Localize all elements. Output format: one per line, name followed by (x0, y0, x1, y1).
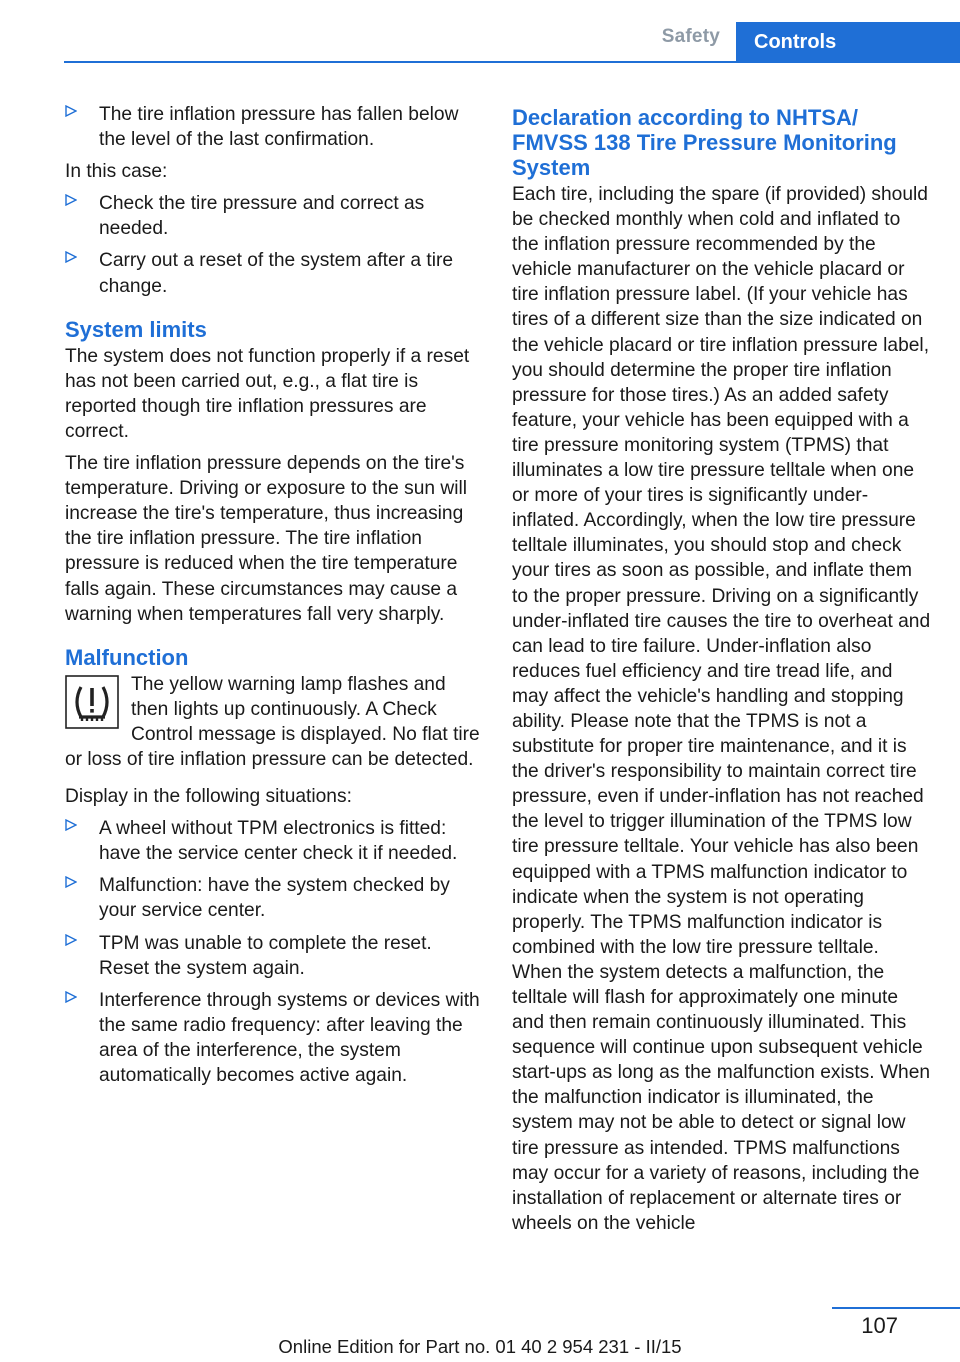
malfunction-text: The yellow warning lamp flashes and then lights up continuously. A Check Control message is displayed. No flat tire or loss of tire inflation pressure can be detected. (65, 673, 480, 770)
chapter-tab-controls[interactable]: Controls (736, 22, 960, 62)
page-header (0, 0, 960, 62)
list-item-text: TPM was unable to complete the reset. Reset the system again. (99, 932, 432, 979)
list-item-text: A wheel without TPM electronics is fitted: have the service center check it if needed. (99, 818, 458, 865)
triangle-bullet-icon (65, 819, 77, 831)
left-column (65, 102, 480, 1095)
malfunction-block (65, 672, 480, 772)
list-item (65, 988, 480, 1088)
list-item (65, 816, 480, 866)
nhtsa-declaration-heading: Declaration according to NHTSA/ FMVSS 138 Tire Pressure Monitoring System (512, 105, 897, 180)
list-item (65, 191, 480, 241)
system-limits-paragraph-2: The tire inflation pressure depends on the tire's temperature. Driving or exposure to the sun will increase the tire's temperature, thus increasing the tire inflation pressure. The tire inflation pressure is reduced when the tire temperature falls again. These circumstances may cause a warning when temperatures fall very sharply. (65, 453, 468, 625)
edition-footer: Online Edition for Part no. 01 40 2 954 231 - II/15 (278, 1336, 682, 1357)
triangle-bullet-icon (65, 991, 77, 1003)
header-rule (64, 61, 960, 63)
right-column (512, 102, 932, 1243)
list-item-text: Check the tire pressure and correct as needed. (99, 193, 425, 240)
triangle-bullet-icon (65, 105, 77, 117)
display-intro: Display in the following situations: (65, 786, 352, 808)
nhtsa-declaration-body: Each tire, including the spare (if provided) should be checked monthly when cold and inflated to the inflation pressure recommended by the vehicle manufacturer on the vehicle placard or tire inflation pressure label. (If your vehicle has tires of a different size than the size indicated on the vehicle placard or tire inflation pressure label, you should determine the proper tire inflation pressure for those tires.) As an added safety feature, your vehicle has been equipped with a tire pressure monitoring system (TPMS) that illuminates a low tire pressure telltale when one or more of your tires is significantly under-inflated. Accordingly, when the low tire pressure telltale illuminates, you should stop and check your tires as soon as possible, and inflate them to the proper pressure. Driving on a significantly under-inflated tire causes the tire to overheat and can lead to tire failure. Under-inflation also reduces fuel efficiency and tire tread life, and may affect the vehicle's handling and stopping ability. Please note that the TPMS is not a substitute for proper tire maintenance, and it is the driver's responsibility to maintain correct tire pressure, even if under-inflation has not reached the level to trigger illumination of the TPMS low tire pressure telltale. Your vehicle has also been equipped with a TPMS malfunction indicator to indicate when the system is not operating properly. The TPMS malfunction indicator is combined with the low tire pressure telltale. When the system detects a malfunction, the telltale will flash for approximately one minute and then remain continuously illuminated. This sequence will continue upon subsequent vehicle start-ups as long as the malfunction exists. When the malfunction indicator is illuminated, the system may not be able to detect or signal low tire pressure as intended. TPMS malfunctions may occur for a variety of reasons, including the installation of replacement or alternate tires or wheels on the vehicle (512, 184, 931, 1234)
list-item (65, 873, 480, 923)
triangle-bullet-icon (65, 876, 77, 888)
triangle-bullet-icon (65, 251, 77, 263)
in-this-case-label: In this case: (65, 161, 168, 183)
triangle-bullet-icon (65, 194, 77, 206)
list-item (65, 248, 480, 298)
system-limits-heading: System limits (65, 316, 207, 342)
list-item-text: Malfunction: have the system checked by your service center. (99, 875, 450, 922)
condition-list (65, 102, 480, 152)
situation-list (65, 816, 480, 1088)
list-item-text: The tire inflation pressure has fallen below the level of the last confirmation. (99, 104, 459, 151)
list-item-text: Carry out a reset of the system after a tire change. (99, 250, 454, 297)
footer-rule (832, 1307, 960, 1309)
section-tab-safety[interactable]: Safety (661, 26, 720, 47)
list-item (65, 931, 480, 981)
triangle-bullet-icon (65, 934, 77, 946)
malfunction-heading: Malfunction (65, 644, 189, 670)
system-limits-paragraph-1: The system does not function properly if a reset has not been carried out, e.g., a flat tire is reported though tire inflation pressures are correct. (65, 345, 470, 442)
list-item (65, 102, 480, 152)
page-number: 107 (861, 1313, 898, 1338)
list-item-text: Interference through systems or devices with the same radio frequency: after leaving the area of the interference, the system automatically becomes active again. (99, 989, 480, 1086)
tire-pressure-warning-icon (65, 675, 119, 729)
case-list (65, 191, 480, 298)
